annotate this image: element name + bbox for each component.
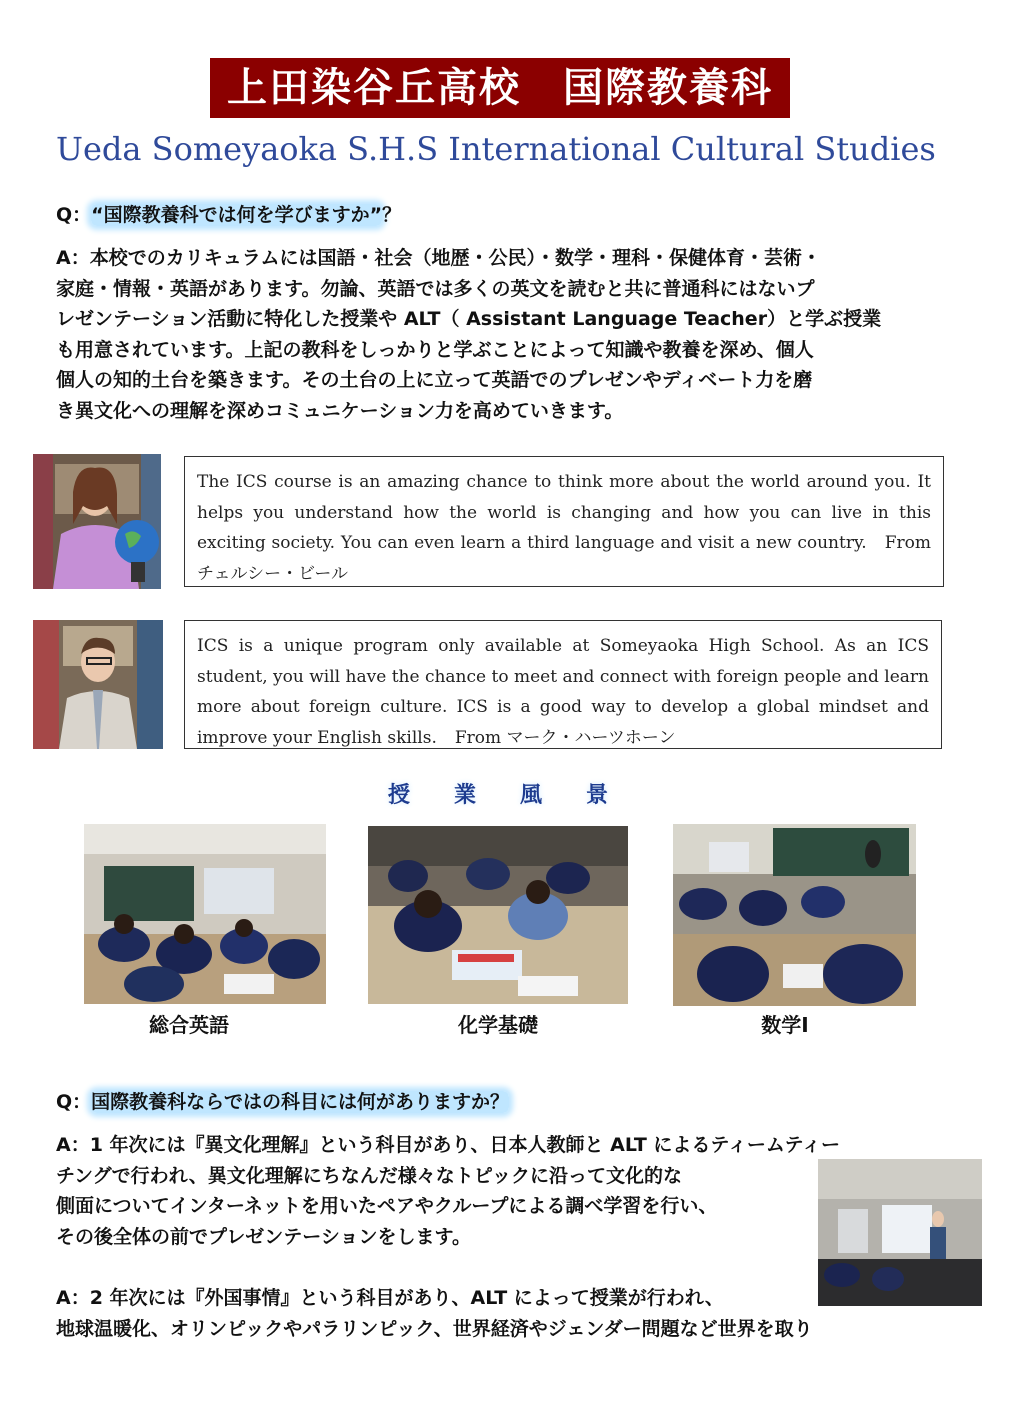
teacher-photo-mark xyxy=(33,620,163,749)
answer-3 xyxy=(56,1283,813,1344)
answer-2-line: その後全体の前でプレゼンテーションをします。 xyxy=(56,1225,471,1248)
classroom-photo-english xyxy=(84,824,326,1004)
classroom-photo-chemistry xyxy=(368,826,628,1004)
question-2-text: 国際教養科ならではの科目には何がありますか？ xyxy=(91,1091,509,1113)
caption-english: 総合英語 xyxy=(149,1013,229,1037)
classroom-photo-math xyxy=(673,824,916,1006)
page-subtitle: Ueda Someyaoka S.H.S International Cultural Studies xyxy=(56,130,936,168)
answer-1-line: レゼンテーション活動に特化した授業や ALT（ Assistant Language Teacher）と学ぶ授業 xyxy=(56,308,882,330)
testimonial-1 xyxy=(184,456,944,587)
testimonial-1-text: The ICS course is an amazing chance to think more about the world around you. It helps you understand how the world is changing and how you can live in this exciting society. You can even learn a third language and visit a new country. xyxy=(197,472,931,553)
answer-3-line: 地球温暖化、オリンピックやパラリンピック、世界経済やジェンダー問題など世界を取り xyxy=(56,1317,813,1340)
testimonial-2 xyxy=(184,620,942,749)
question-1-suffix: ？ xyxy=(382,204,402,226)
teacher-photo-chelsea xyxy=(33,454,161,589)
answer-2-line: A：1 年次には『異文化理解』という科目があり、日本人教師と ALT によるティームティー xyxy=(56,1134,840,1156)
testimonial-2-text: ICS is a unique program only available at Someyaoka High School. As an ICS student, you will have the chance to meet and connect with foreign people and learn more about foreign culture. ICS is a good way to develop a global mindset and improve your English skills. xyxy=(197,636,929,748)
answer-2 xyxy=(56,1130,840,1252)
answer-1-line: き異文化への理解を深めコミュニケーション力を高めていきます。 xyxy=(56,399,624,422)
page-title: 上田染谷丘高校 国際教養科 xyxy=(210,58,790,118)
question-1-text: “国際教養科では何を学びますか” xyxy=(91,204,383,226)
question-1-prefix: Q： xyxy=(56,204,92,226)
class-scenes-title: 授業風景 xyxy=(388,783,653,808)
testimonial-1-from: From チェルシー・ビール xyxy=(197,533,931,584)
answer-1 xyxy=(56,243,948,426)
presentation-photo xyxy=(818,1159,982,1306)
testimonial-2-from: From マーク・ハーツホーン xyxy=(454,727,676,748)
answer-1-line: 個人の知的土台を築きます。その土台の上に立って英語でのプレゼンやディベート力を磨 xyxy=(56,369,813,391)
answer-1-line: 家庭・情報・英語があります。勿論、英語では多くの英文を読むと共に普通科にはないプ xyxy=(56,277,815,300)
answer-2-line: チングで行われ、異文化理解にちなんだ様々なトピックに沿って文化的な xyxy=(56,1164,683,1187)
caption-chemistry: 化学基礎 xyxy=(458,1013,538,1037)
question-2-prefix: Q： xyxy=(56,1091,92,1113)
answer-2-line: 側面についてインターネットを用いたペアやクループによる調べ学習を行い、 xyxy=(56,1195,718,1217)
answer-3-line: A：2 年次には『外国事情』という科目があり、ALT によって授業が行われ、 xyxy=(56,1287,724,1309)
question-2 xyxy=(56,1087,509,1114)
answer-1-line: も用意されています。上記の教科をしっかりと学ぶことによって知識や教養を深め、個人 xyxy=(56,338,814,361)
question-1 xyxy=(56,200,401,227)
answer-1-line: A：本校でのカリキュラムには国語・社会（地歴・公民）・数学・理科・保健体育・芸術・ xyxy=(56,247,822,269)
caption-math: 数学Ⅰ xyxy=(761,1013,809,1037)
